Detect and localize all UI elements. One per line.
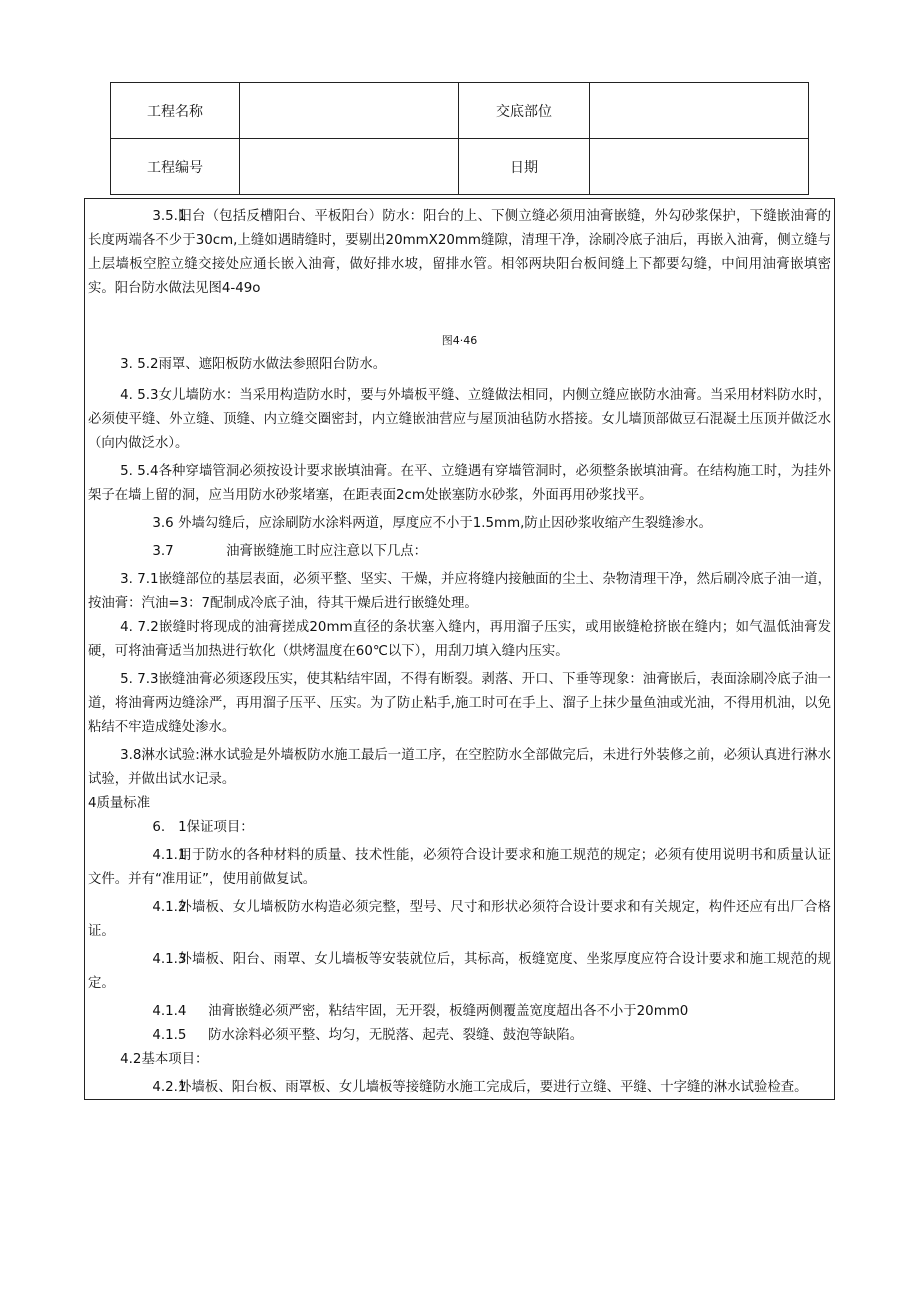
clause-number: 4.2.1 [152, 1080, 187, 1095]
clause-text: 阳台（包括反槽阳台、平板阳台）防水：阳台的上、下侧立缝必须用油膏嵌缝，外勾砂浆保护，下缝嵌油膏的长度两端各不少于30cm,上缝如遇睛缝时，要剔出20mmX20mm缝隙，清理干净，涂刷冷底子油后，再嵌入油膏，侧立缝与上层墙板空腔立缝交接处应通长嵌入油膏，做好排水坡，留排水管。相邻两块阳台板间缝上下都要勾缝，中间用油膏嵌填密实。阳台防水做法见图4-49o [88, 209, 831, 296]
paragraph-3-7-2: 4. 7.2嵌缝时将现成的油膏搓成20mm直径的条状塞入缝内，再用溜子压实，或用嵌缝枪挤嵌在缝内；如气温低油膏发硬，可将油膏适当加热进行软化（烘烤温度在60℃以下），用刮刀填入缝内压实。 [88, 620, 831, 659]
clause-number: 4.1.1 [152, 848, 187, 863]
project-number-value [240, 139, 459, 195]
content-body [85, 199, 834, 1100]
paragraph-3-5-2: 3. 5.2雨罩、遮阳板防水做法参照阳台防水。 [120, 357, 387, 372]
paragraph-3-6 [88, 512, 831, 536]
header-table [110, 82, 809, 195]
clause-number: 4.1.5 [152, 1028, 187, 1043]
clause-number: 3.7 [152, 544, 174, 559]
paragraph-4-1-2 [88, 896, 831, 944]
content-box [84, 198, 835, 1100]
paragraph-4-1-1 [88, 844, 831, 892]
clause-text: 油膏嵌缝施工时应注意以下几点： [226, 544, 428, 559]
clause-text: 1保证项目： [178, 820, 254, 835]
clause-text: 外墙板、女儿墙板防水构造必须完整，型号、尺寸和形状必须符合设计要求和有关规定，构件还应有出厂合格证。 [88, 900, 831, 939]
clause-text: 用于防水的各种材料的质量、技术性能，必须符合设计要求和施工规范的规定；必须有使用说明书和质量认证文件。并有“准用证”，使用前做复试。 [88, 848, 831, 887]
project-name-value [240, 83, 459, 139]
project-number-label: 工程编号 [111, 139, 240, 195]
clause-number: 4.1.3 [152, 952, 187, 967]
clause-number: 4.1.4 [152, 1004, 187, 1019]
handover-part-label: 交底部位 [459, 83, 590, 139]
paragraph-3-7 [88, 540, 831, 564]
clause-number: 6. [152, 820, 166, 835]
clause-text: 油膏嵌缝必须严密，粘结牢固，无开裂，板缝两侧覆盖宽度超出各不小于20mm0 [208, 1004, 689, 1019]
paragraph-3-5-3: 4. 5.3女儿墙防水：当采用构造防水时，要与外墙板平缝、立缝做法相同，内侧立缝应嵌防水油膏。当采用材料防水时，必须使平缝、外立缝、顶缝、内立缝交圈密封，内立缝嵌油营应与屋顶油毡防水搭接。女儿墙顶部做豆石混凝土压顶并做泛水（向内做泛水）。 [88, 388, 831, 451]
date-label: 日期 [459, 139, 590, 195]
clause-number: 3.5.1 [152, 209, 187, 224]
date-value [590, 139, 809, 195]
section-4-1-heading [88, 816, 831, 840]
clause-text: 外墙勾缝后，应涂刷防水涂料两道，厚度应不小于1.5mm,防止因砂浆收缩产生裂缝渗水。 [178, 516, 712, 531]
paragraph-4-1-3 [88, 948, 831, 996]
section-4-heading: 4质量标准 [88, 796, 151, 811]
section-4-2-heading: 4.2基本项目： [120, 1052, 209, 1067]
clause-text: 防水涂料必须平整、均匀，无脱落、起壳、裂缝、鼓泡等缺陷。 [208, 1028, 584, 1043]
paragraph-4-2-1 [88, 1076, 831, 1100]
figure-caption: 图4·46 [441, 334, 478, 347]
paragraph-3-8: 3.8淋水试验:淋水试验是外墙板防水施工最后一道工序，在空腔防水全部做完后，未进行外装修之前，必须认真进行淋水试验，并做出试水记录。 [88, 748, 831, 787]
project-name-label: 工程名称 [111, 83, 240, 139]
clause-number: 4.1.2 [152, 900, 187, 915]
paragraph-4-1-5 [88, 1024, 831, 1048]
clause-text: 外墙板、阳台、雨罩、女儿墙板等安装就位后，其标高，板缝宽度、坐浆厚度应符合设计要求和施工规范的规定。 [88, 952, 831, 991]
handover-part-value [590, 83, 809, 139]
paragraph-3-5-4: 5. 5.4各种穿墙管洞必须按设计要求嵌填油膏。在平、立缝遇有穿墙管洞时，必须整条嵌填油膏。在结构施工时，为挂外架子在墙上留的洞，应当用防水砂浆堵塞，在距表面2cm处嵌塞防水砂浆，外面再用砂浆找平。 [88, 464, 831, 503]
paragraph-3-7-1: 3. 7.1嵌缝部位的基层表面，必须平整、坚实、干燥，并应将缝内接触面的尘土、杂物清理干净，然后刷冷底子油一道，按油膏：汽油=3：7配制成冷底子油，待其干燥后进行嵌缝处理。 [88, 572, 831, 611]
paragraph-4-1-4 [88, 1000, 831, 1024]
clause-text: 外墙板、阳台板、雨罩板、女儿墙板等接缝防水施工完成后，要进行立缝、平缝、十字缝的淋水试验检查。 [178, 1080, 808, 1095]
paragraph-3-5-1 [88, 205, 831, 301]
paragraph-3-7-3: 5. 7.3嵌缝油膏必须逐段压实，使其粘结牢固，不得有断裂。剥落、开口、下垂等现象：油膏嵌后，表面涂刷冷底子油一道，将油膏两边缝涂严，再用溜子压平、压实。为了防止粘手,施工时可在手上、溜子上抹少量鱼油或光油，不得用机油，以免粘结不牢造成缝处渗水。 [88, 672, 831, 735]
clause-number: 3.6 [152, 516, 174, 531]
